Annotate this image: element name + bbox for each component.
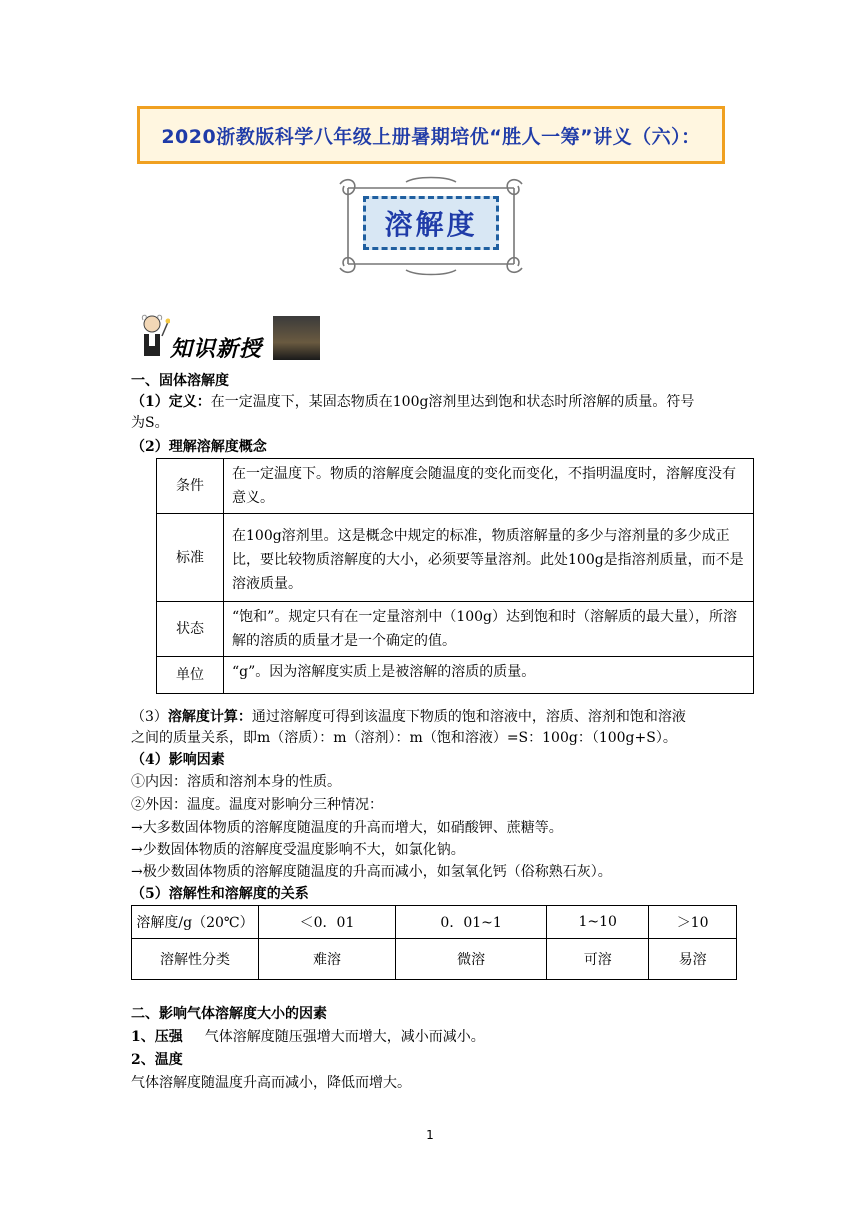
table-row (157, 459, 754, 514)
table-row (132, 939, 737, 980)
topic-label-box (363, 196, 499, 250)
temperature-label: 2、温度 (131, 1052, 183, 1068)
table-cell: 难溶 (259, 939, 396, 980)
definition-text-cont: 为S。 (131, 415, 169, 431)
concept-value: 在一定温度下。物质的溶解度会随温度的变化而变化，不指明温度时，溶解度没有意义。 (224, 459, 754, 514)
table-cell: 可溶 (547, 939, 649, 980)
topic-title: 溶解度 (384, 208, 478, 241)
pressure-line (131, 1027, 485, 1047)
pressure-text: 气体溶解度随压强增大而增大，减小而减小。 (204, 1029, 485, 1045)
concept-table (156, 458, 754, 694)
section-heading-2: 二、影响气体溶解度大小的因素 (131, 1006, 327, 1022)
pressure-label: 1、压强 (131, 1029, 183, 1045)
factor-case-1: →大多数固体物质的溶解度随温度的升高而增大，如硝酸钾、蔗糖等。 (131, 820, 563, 836)
concept-value: 在100g溶剂里。这是概念中规定的标准，物质溶解量的多少与溶剂量的多少成正比，要比较物质溶解度的大小，必须要等量溶剂。此处100g是指溶剂质量，而不是溶液质量。 (224, 514, 754, 602)
section-banner-text: 知识新授 (170, 337, 263, 362)
table-cell: 微溶 (395, 939, 546, 980)
document-title-box (137, 106, 725, 164)
definition-text: 在一定温度下，某固态物质在100g溶剂里达到饱和状态时所溶解的质量。符号 (210, 394, 695, 410)
table-cell: ＞10 (649, 906, 737, 939)
decorative-photo (273, 316, 320, 360)
factor-external: ②外因：温度。温度对影响分三种情况： (131, 797, 383, 813)
calc-prefix: （3） (131, 709, 168, 725)
table-row (157, 657, 754, 694)
concept-key: 单位 (157, 657, 224, 694)
relation-heading: （5）溶解性和溶解度的关系 (131, 886, 309, 902)
table-cell: ＜0．01 (259, 906, 396, 939)
definition-line (131, 392, 694, 412)
concept-value: “g”。因为溶解度实质上是被溶解的溶质的质量。 (224, 657, 754, 694)
solubility-table (131, 905, 737, 980)
calc-text: 通过溶解度可得到该温度下物质的饱和溶液中，溶质、溶剂和饱和溶液 (251, 709, 686, 725)
factor-internal: ①内因：溶质和溶剂本身的性质。 (131, 774, 341, 790)
section-heading-1: 一、固体溶解度 (131, 373, 229, 389)
table-row (157, 602, 754, 657)
concept-key: 状态 (157, 602, 224, 657)
table-cell: 溶解性分类 (132, 939, 259, 980)
understand-heading: （2）理解溶解度概念 (131, 439, 267, 455)
concept-key: 标准 (157, 514, 224, 602)
calc-text-cont: 之间的质量关系，即m（溶质）：m（溶剂）：m（饱和溶液）=S：100g：（100g+S）。 (131, 730, 677, 746)
table-cell: 1~10 (547, 906, 649, 939)
calc-line (131, 707, 686, 727)
concept-value: “饱和”。规定只有在一定量溶剂中（100g）达到饱和时（溶解质的最大量），所溶解的溶质的质量才是一个确定的值。 (224, 602, 754, 657)
temperature-text: 气体溶解度随温度升高而减小，降低而增大。 (131, 1075, 411, 1091)
table-cell: 0．01~1 (395, 906, 546, 939)
definition-label: （1）定义： (131, 394, 211, 410)
factors-heading: （4）影响因素 (131, 752, 225, 768)
page-number: 1 (426, 1128, 434, 1142)
concept-key: 条件 (157, 459, 224, 514)
table-cell: 易溶 (649, 939, 737, 980)
factor-case-3: →极少数固体物质的溶解度随温度的升高而减小，如氢氧化钙（俗称熟石灰）。 (131, 864, 612, 880)
section-banner (134, 312, 324, 364)
topic-frame (336, 176, 526, 276)
professor-icon (134, 312, 170, 362)
calc-label: 溶解度计算： (167, 709, 252, 725)
document-title: 2020浙教版科学八年级上册暑期培优“胜人一筹”讲义（六）： (161, 125, 701, 148)
table-row (157, 514, 754, 602)
table-cell: 溶解度/g（20℃） (132, 906, 259, 939)
table-row (132, 906, 737, 939)
factor-case-2: →少数固体物质的溶解度受温度影响不大，如氯化钠。 (131, 842, 465, 858)
